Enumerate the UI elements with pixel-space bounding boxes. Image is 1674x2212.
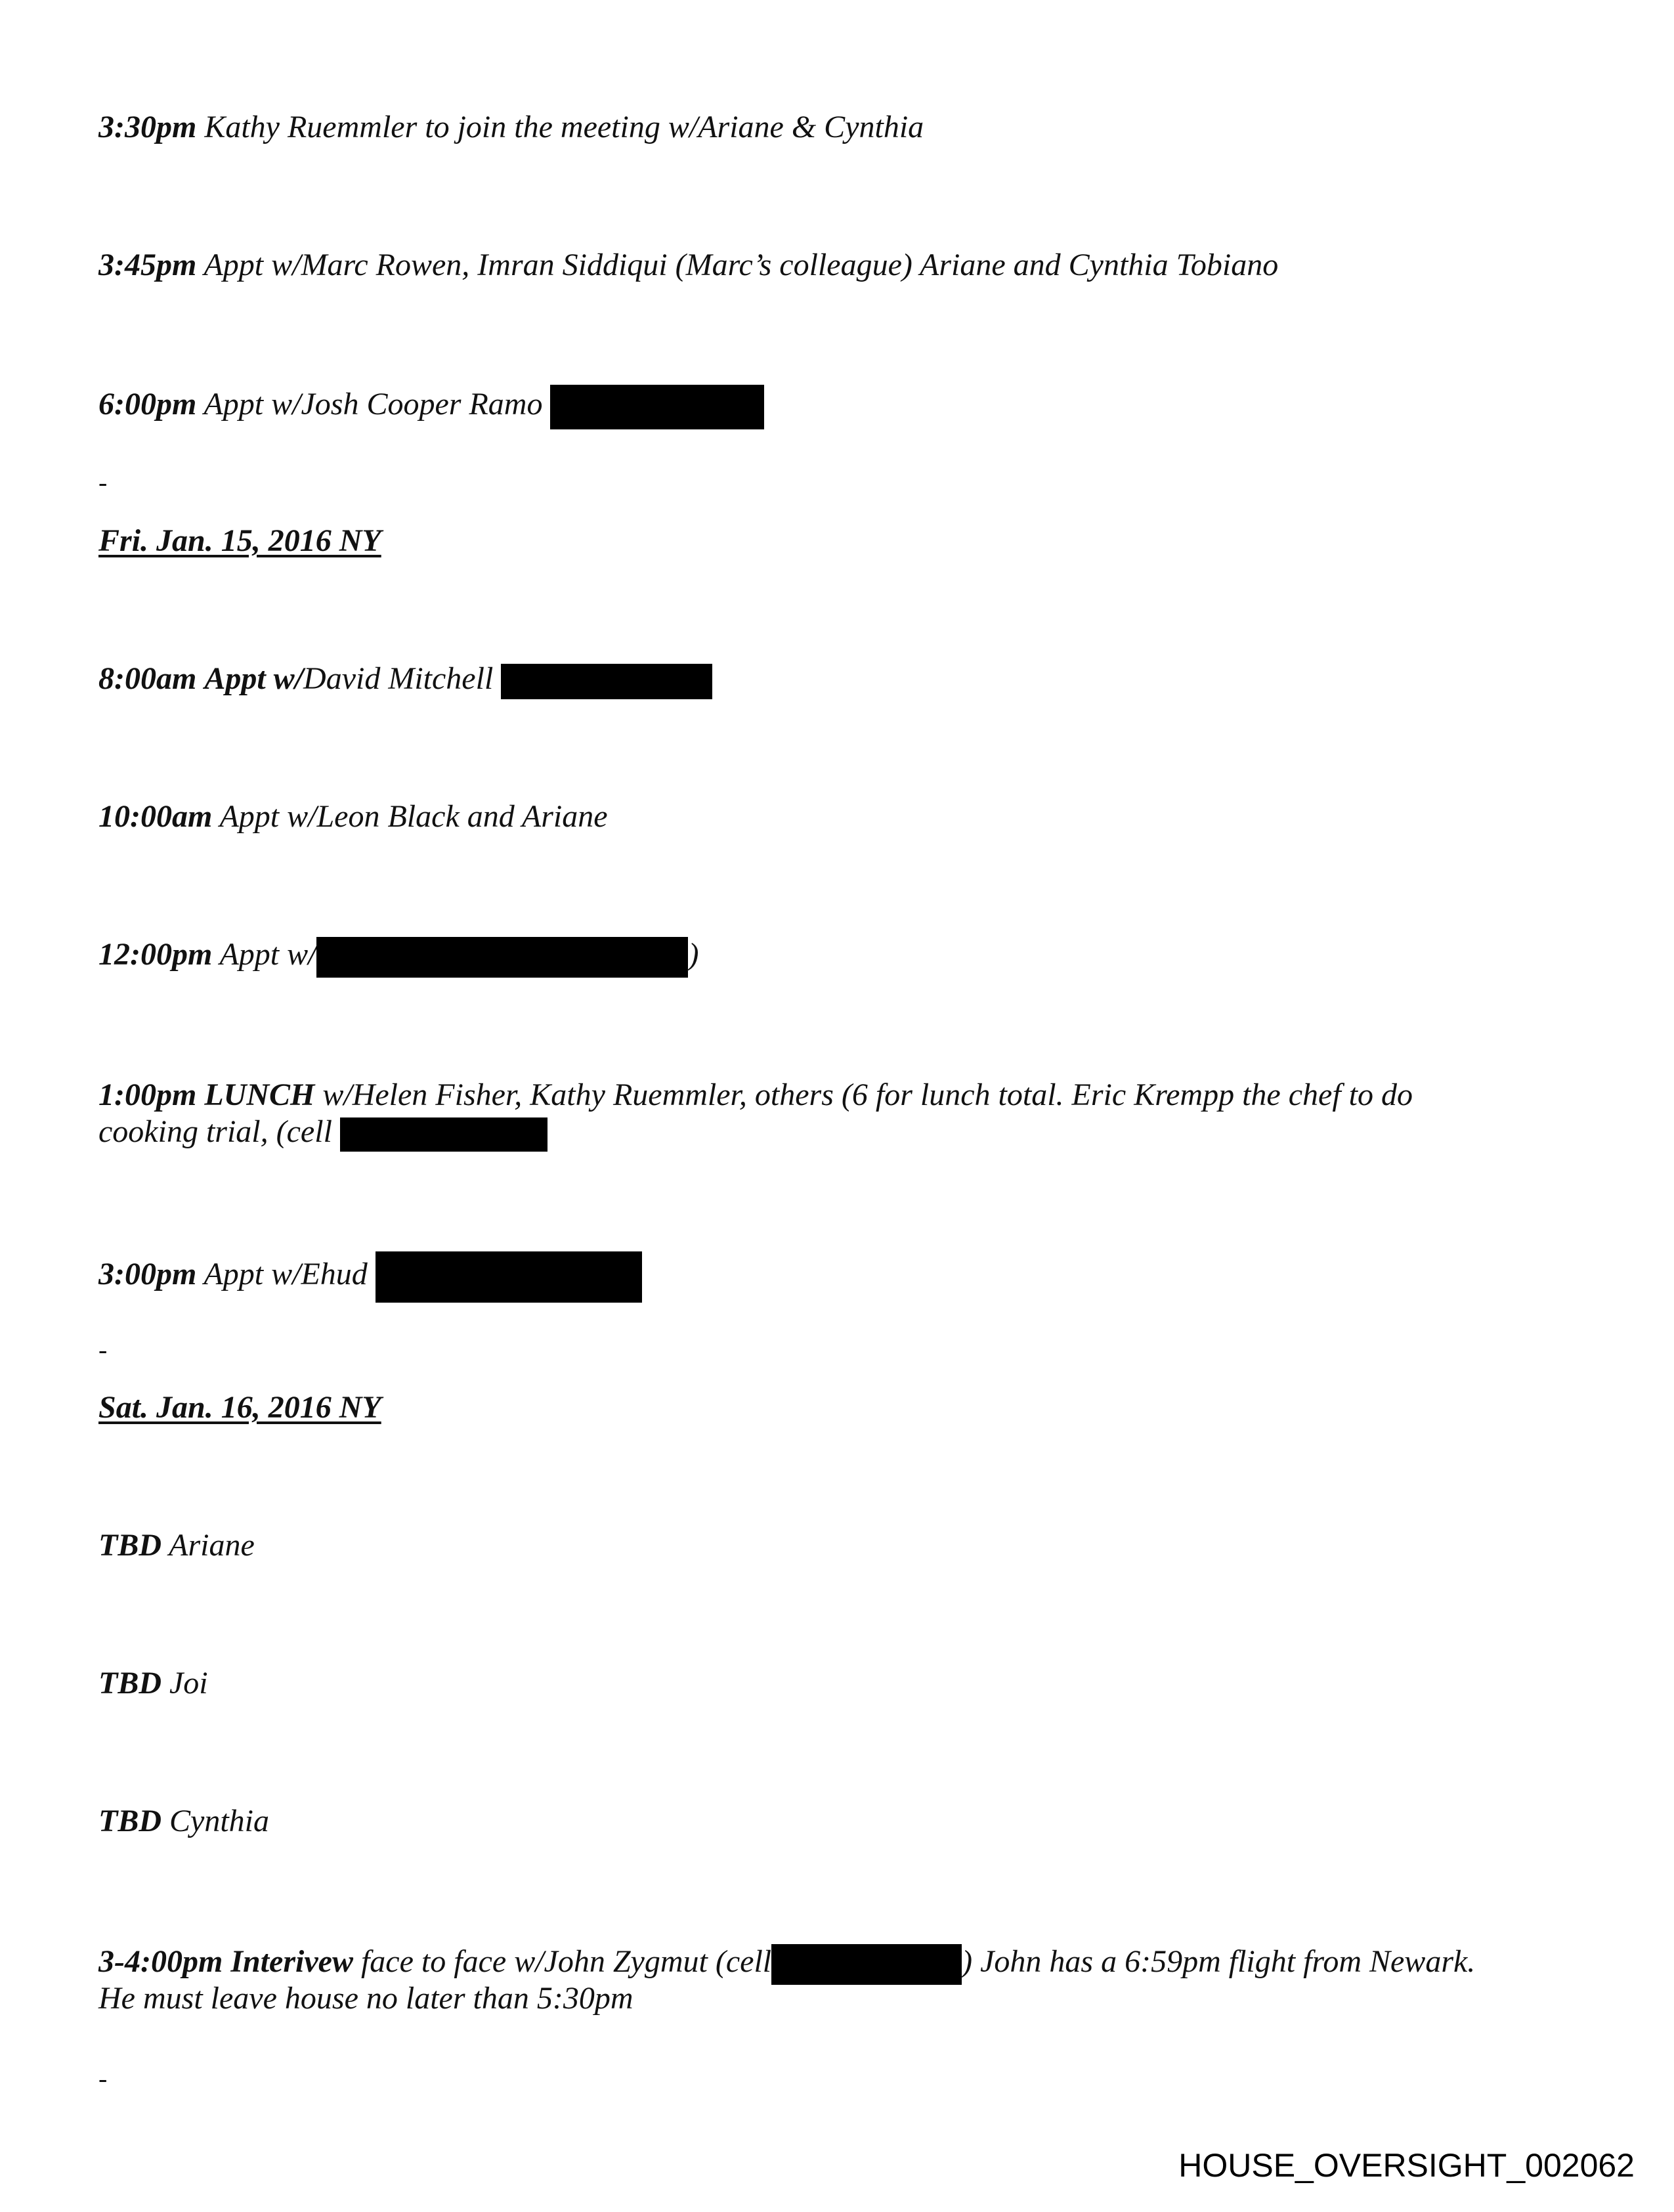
redaction-box: [501, 664, 712, 699]
entry-text: Appt w/: [219, 937, 317, 972]
entry-0300-0400pm: [98, 1943, 1576, 1985]
redaction-box: [340, 1117, 547, 1152]
separator-dash: -: [98, 467, 108, 497]
entry-time: 6:00pm: [98, 387, 197, 422]
entry-1000am: [98, 798, 1576, 835]
entry-text-line2: He must leave house no later than 5:30pm: [98, 1981, 633, 2016]
entry-text-line2: cooking trial, (cell: [98, 1114, 332, 1149]
entry-0330pm: [98, 109, 1576, 146]
entry-time: 10:00am: [98, 799, 213, 834]
entry-text: Appt w/Leon Black and Ariane: [219, 799, 608, 834]
entry-time: 3-4:00pm: [98, 1944, 223, 1979]
entry-text: Ariane: [169, 1528, 255, 1563]
entry-bold-text: LUNCH: [204, 1077, 315, 1112]
entry-bold-text: Appt w/: [204, 661, 304, 696]
entry-time: TBD: [98, 1528, 161, 1563]
entry-0800am: [98, 661, 1576, 699]
date-heading-sat-jan-16: Sat. Jan. 16, 2016 NY: [98, 1390, 381, 1425]
entry-time: 3:00pm: [98, 1257, 197, 1292]
separator-dash: -: [98, 2064, 108, 2093]
date-heading-fri-jan-15: Fri. Jan. 15, 2016 NY: [98, 523, 381, 558]
entry-0100pm: [98, 1077, 1576, 1114]
entry-tbd-cynthia: [98, 1803, 1576, 1840]
entry-time: 3:45pm: [98, 248, 197, 282]
entry-text: face to face w/John Zygmut (cell: [360, 1944, 772, 1979]
entry-text: Appt w/Josh Cooper Ramo: [204, 387, 543, 422]
entry-time: 3:30pm: [98, 110, 197, 144]
entry-tbd-joi: [98, 1665, 1576, 1702]
entry-time: 1:00pm: [98, 1077, 197, 1112]
entry-0300-0400pm-line2: [98, 1980, 1576, 2017]
entry-text: Kathy Ruemmler to join the meeting w/Ariane & Cynthia: [204, 110, 924, 144]
redaction-box: [376, 1251, 642, 1303]
entry-text: Cynthia: [169, 1804, 269, 1838]
entry-text: David Mitchell: [303, 661, 494, 696]
redaction-box: [771, 1944, 962, 1985]
entry-0100pm-line2: [98, 1114, 1576, 1152]
redaction-box: [316, 937, 688, 978]
entry-text: Appt w/Marc Rowen, Imran Siddiqui (Marc’s colleague) Ariane and Cynthia Tobiano: [204, 248, 1279, 282]
entry-bold-text: Interivew: [230, 1944, 353, 1979]
entry-time: TBD: [98, 1666, 161, 1701]
redaction-box: [550, 385, 764, 429]
separator-dash: -: [98, 1335, 108, 1364]
entry-text-after: ): [688, 937, 699, 972]
entry-tbd-ariane: [98, 1527, 1576, 1564]
entry-1200pm: [98, 936, 1576, 978]
entry-text: Joi: [169, 1666, 208, 1701]
entry-time: TBD: [98, 1804, 161, 1838]
entry-0345pm: [98, 247, 1576, 284]
entry-text: w/Helen Fisher, Kathy Ruemmler, others (6 for lunch total. Eric Krempp the chef to do: [322, 1077, 1413, 1112]
entry-time: 8:00am: [98, 661, 197, 696]
entry-0300pm: [98, 1251, 1576, 1303]
entry-text-after: ) John has a 6:59pm flight from Newark.: [962, 1944, 1476, 1979]
entry-text: Appt w/Ehud: [204, 1257, 368, 1292]
entry-time: 12:00pm: [98, 937, 213, 972]
entry-0600pm: [98, 385, 1576, 429]
bates-number: HOUSE_OVERSIGHT_002062: [1178, 2147, 1635, 2184]
